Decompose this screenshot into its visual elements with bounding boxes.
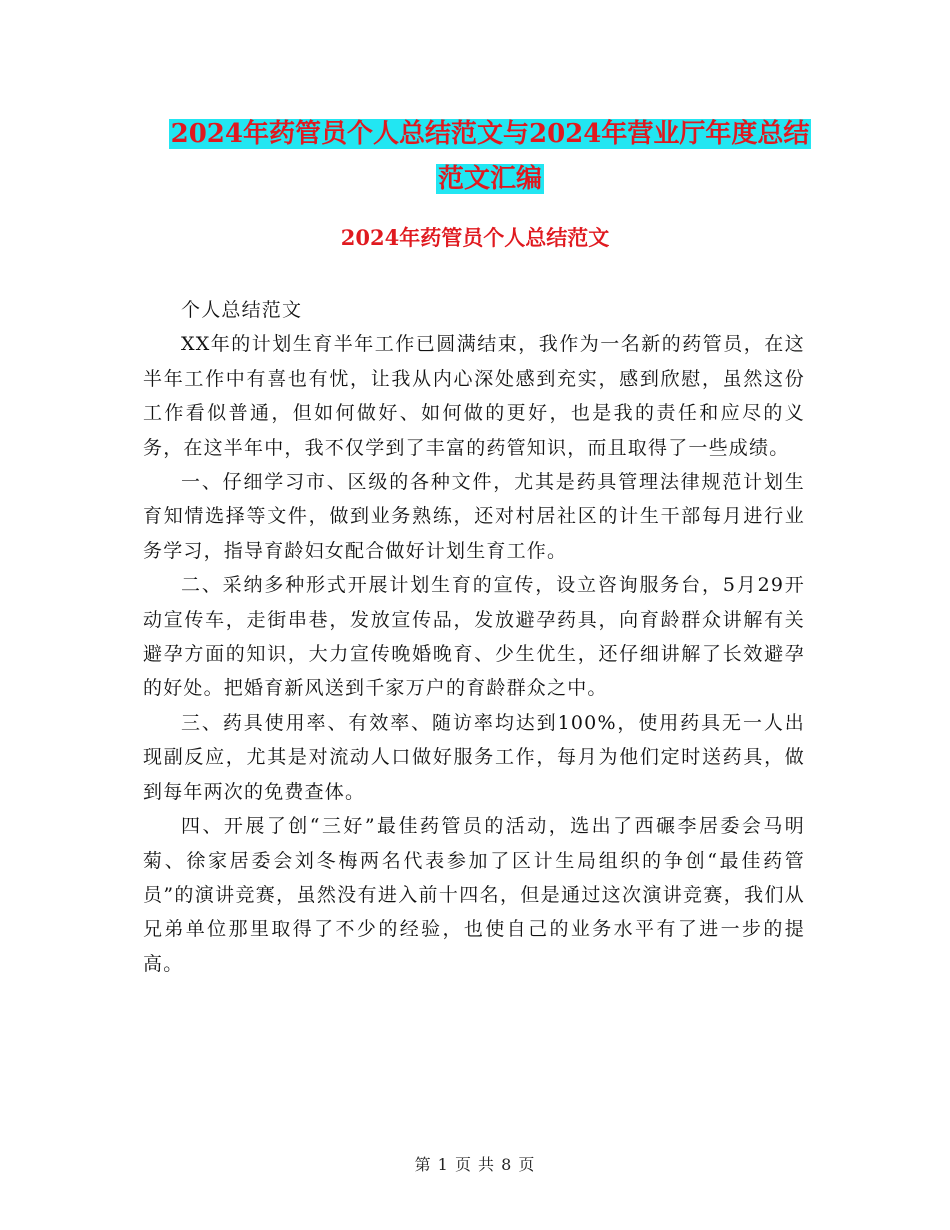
paragraph: 一、仔细学习市、区级的各种文件，尤其是药具管理法律规范计划生育知情选择等文件，做到业务熟练，还对村居社区的计生干部每月进行业务学习，指导育龄妇女配合做好计划生育工作。 — [143, 471, 805, 562]
section-title: 2024年药管员个人总结范文 — [340, 225, 610, 250]
document-title-line-1: 2024年药管员个人总结范文与2024年营业厅年度总结 — [170, 119, 810, 149]
paragraph-label: 个人总结范文 — [181, 299, 303, 321]
document-body — [143, 293, 805, 981]
document-title-line-2: 范文汇编 — [437, 164, 542, 194]
paragraph: XX年的计划生育半年工作已圆满结束，我作为一名新的药管员，在这半年工作中有喜也有忧，让我从内心深处感到充实，感到欣慰，虽然这份工作看似普通，但如何做好、如何做的更好，也是我的责任和应尽的义务，在这半年中，我不仅学到了丰富的药管知识，而且取得了一些成绩。 — [143, 333, 805, 459]
paragraph: 三、药具使用率、有效率、随访率均达到100%，使用药具无一人出现副反应，尤其是对流动人口做好服务工作，每月为他们定时送药具，做到每年两次的免费查体。 — [143, 711, 805, 803]
page-footer: 第 1 页 共 8 页 — [414, 1155, 536, 1174]
paragraph: 二、采纳多种形式开展计划生育的宣传，设立咨询服务台，5月29开动宣传车，走街串巷，发放宣传品，发放避孕药具，向育龄群众讲解有关避孕方面的知识，大力宣传晚婚晚育、少生优生，还仔细讲解了长效避孕的好处。把婚育新风送到千家万户的育龄群众之中。 — [143, 574, 805, 700]
document-title — [140, 112, 840, 202]
paragraph: 四、开展了创“三好”最佳药管员的活动，选出了西碾李居委会马明菊、徐家居委会刘冬梅两名代表参加了区计生局组织的争创“最佳药管员”的演讲竞赛，虽然没有进入前十四名，但是通过这次演讲竞赛，我们从兄弟单位那里取得了不少的经验，也使自己的业务水平有了进一步的提高。 — [143, 815, 805, 975]
